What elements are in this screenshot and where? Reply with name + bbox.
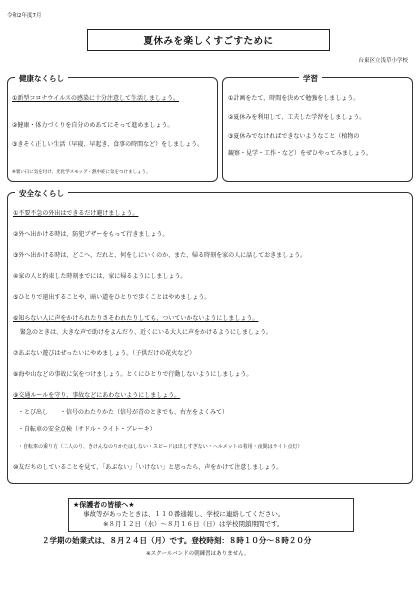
notice-line: 事故等があったときは、１１０番通報し、学校に連絡してください。 <box>83 510 285 518</box>
study-item: ③夏休みでなければできないようなこと（植物の <box>228 133 360 140</box>
study-section-label: 学習 <box>299 73 322 84</box>
health-section-label: 健康なくらし <box>15 73 68 84</box>
study-item: ①計画をたて、時間を決めて勉強をしましょう。 <box>228 95 360 102</box>
notice-line: ※８月１２日（水）～８月１６日（日）は学校閉鎖期間です。 <box>103 520 284 528</box>
safety-item: ①不要不急の外出はできるだけ避けましょう。 <box>13 210 139 217</box>
safety-item: ④家の人と約束した時刻までには、家に帰るようにしましょう。 <box>13 273 187 280</box>
page-title: 夏休みを楽しくすごすために <box>87 29 330 51</box>
safety-item: ⑤ひとりで遠出することや、暗い道をひとりで歩くことはやめましょう。 <box>13 294 211 301</box>
study-section <box>222 74 413 182</box>
safety-subitem: ・とび出し ・信号のわたりかた（信号が青のときでも、右左をよくみて） <box>18 409 229 416</box>
health-item: ③きそく正しい生活（早寝、早起き、食事の時間など）をしましょう。 <box>12 141 204 148</box>
health-section <box>7 74 218 182</box>
study-item: 観察・見学・工作・など）をぜひやってみましょう。 <box>228 150 373 157</box>
safety-item: ③外へ出かける時は、どこへ、だれと、何をしにいくのか、また、帰る時刻を家の人に話しておきましょう。 <box>13 252 307 259</box>
health-item: ①新型コロナウイルスの感染に十分注意して生活しましょう。 <box>12 95 180 102</box>
study-item: ②夏休みを利用して、工夫した学習をしましょう。 <box>228 114 366 121</box>
safety-item: ⑧海や山などの事故に気をつけましょう。とくにひとりで行動しないようにしましょう。 <box>13 371 253 378</box>
safety-item: ⑩友だちのしていることを見て、「あぶない」「いけない」と思ったら、声をかけて注意しましょう。 <box>13 464 283 471</box>
safety-item: ②外へ出かける時は、防犯ブザーをもって行きましょう。 <box>13 231 169 238</box>
safety-subitem: ・自転車の乗り方（二人のり、きけんなのりかたはしない・スピードは出しすぎない・ヘルメットの着用・夜間はライト点灯） <box>18 444 303 450</box>
safety-item: ⑦あぶない遊びはぜったいにやめましょう。（子供だけの花火など） <box>13 350 196 357</box>
health-item: ②健康・体力づくりを自分のめあてにそって進めましょう。 <box>12 122 174 129</box>
safety-section <box>7 189 413 484</box>
footer-note: ※スクールバンドの朝練習はありません。 <box>146 551 250 557</box>
date-label: 令和2年度7月 <box>7 13 42 19</box>
notice-heading: ★保護者の皆様へ★ <box>73 501 135 509</box>
term-start-notice: ２学期の始業式は、８月２４日（月）です。登校時刻：８時１０分～８時２０分 <box>42 536 312 545</box>
school-name: 台東区立浅草小学校 <box>358 58 408 64</box>
safety-item: 緊急のときは、大きな声で助けをよんだり、近くにいる大人に声をかけるようにしましょう。 <box>20 329 273 336</box>
parent-notice <box>68 498 354 532</box>
safety-item: ⑨交通ルールを守り、事故などにあわないようにしましょう。 <box>13 392 181 399</box>
safety-section-label: 安全なくらし <box>15 188 68 199</box>
safety-subitem: ・自転車の安全点検（サドル・ライト・ブレーキ） <box>18 426 156 433</box>
health-note: ※暑い日に気を付け、光化学スモッグ・熱中症に気をつけましょう。 <box>12 170 151 175</box>
safety-item: ⑥知らない人に声をかけられたりさそわれたりしても、ついていかないようにしましょう。 <box>13 315 259 322</box>
